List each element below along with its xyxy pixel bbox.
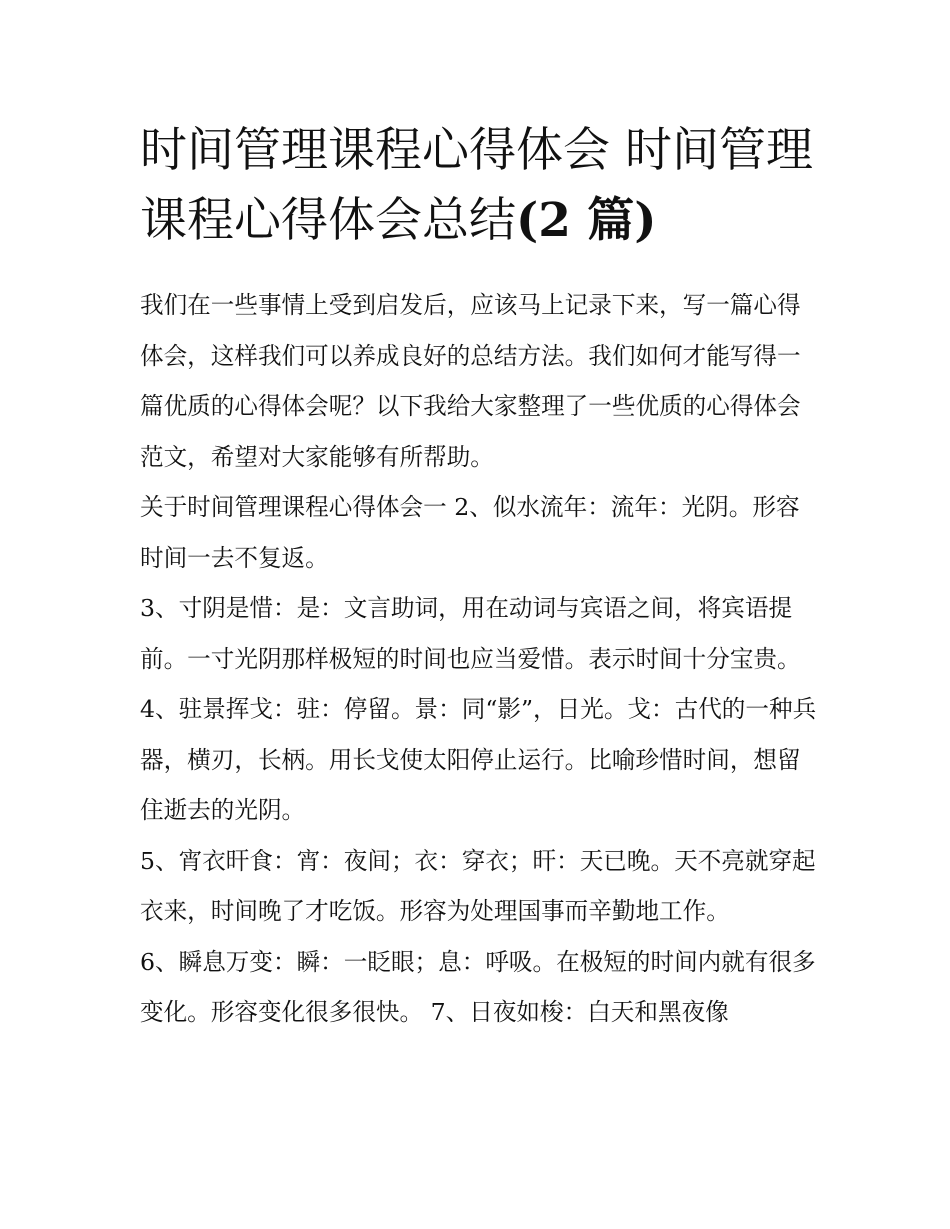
document-title-suffix: (2 篇) — [516, 193, 657, 248]
document-title — [140, 116, 820, 256]
paragraph-item-6-7: 6、瞬息万变：瞬：一眨眼；息：呼吸。在极短的时间内就有很多变化。形容变化很多很快。 7、日夜如梭：白天和黑夜像 — [140, 947, 816, 1026]
document-content — [140, 116, 820, 1038]
document-body — [140, 280, 820, 1038]
paragraph-item-2: 关于时间管理课程心得体会一 2、似水流年：流年：光阴。形容时间一去不复返。 — [140, 493, 800, 572]
document-title-main: 时间管理课程心得体会 时间管理课程心得体会总结 — [140, 123, 813, 248]
paragraph-item-3: 3、寸阴是惜：是：文言助词，用在动词与宾语之间，将宾语提前。一寸光阴那样极短的时间也应当爱惜。表示时间十分宝贵。 — [140, 594, 801, 673]
paragraph-item-5: 5、宵衣旰食：宵：夜间；衣：穿衣；旰：天已晚。天不亮就穿起衣来，时间晚了才吃饭。形容为处理国事而辛勤地工作。 — [140, 846, 816, 925]
paragraph-item-4: 4、驻景挥戈：驻：停留。景：同“影”，日光。戈：古代的一种兵器，横刃，长柄。用长戈使太阳停止运行。比喻珍惜时间，想留住逝去的光阴。 — [140, 695, 817, 824]
intro-paragraph: 我们在一些事情上受到启发后，应该马上记录下来，写一篇心得体会，这样我们可以养成良好的总结方法。我们如何才能写得一篇优质的心得体会呢？以下我给大家整理了一些优质的心得体会范文，希望对大家能够有所帮助。 — [140, 291, 801, 471]
